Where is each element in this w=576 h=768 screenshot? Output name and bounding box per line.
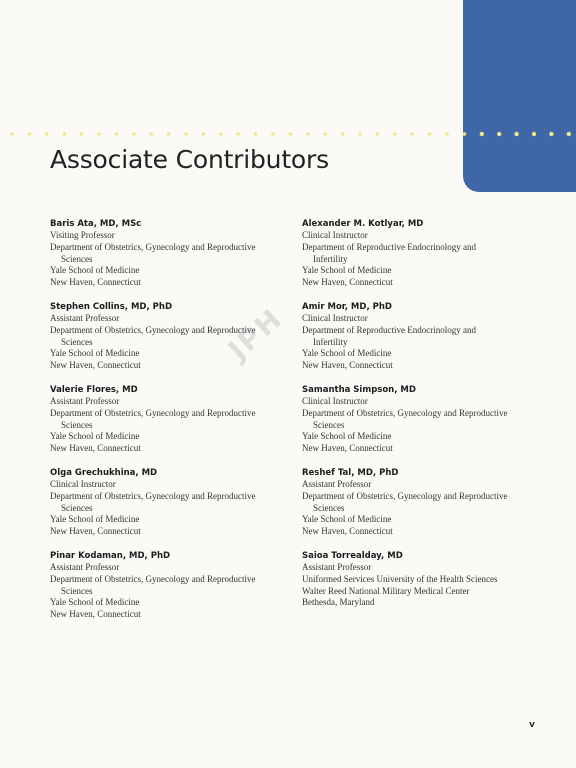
contributor-affiliation-line: Sciences — [61, 253, 93, 264]
contributor-affiliation-line: Department of Obstetrics, Gynecology and Reproductive — [50, 490, 256, 501]
contributor-affiliation-line: Assistant Professor — [302, 562, 372, 572]
contributor-name: Alexander M. Kotlyar, MD — [302, 219, 424, 229]
divider-dot — [445, 132, 449, 136]
divider-dot — [410, 132, 414, 136]
divider-dot — [132, 132, 136, 136]
contributor-affiliation-line: Sciences — [61, 419, 93, 430]
contributor-affiliation-line: Yale School of Medicine — [302, 265, 392, 276]
divider-dot — [497, 132, 501, 136]
contributor-affiliation-line: Clinical Instructor — [50, 479, 116, 489]
page-number: v — [529, 720, 535, 730]
contributor-affiliation-line: Sciences — [61, 336, 93, 347]
contributor-entry — [302, 551, 542, 634]
contributor-affiliation-line: New Haven, Connecticut — [50, 526, 141, 537]
contributor-affiliation-line: Yale School of Medicine — [302, 431, 392, 442]
divider-dot — [80, 132, 84, 136]
contributor-affiliation-line: Department of Reproductive Endocrinology and — [302, 324, 476, 335]
divider-dot — [202, 132, 206, 136]
page-title: Associate Contributors — [50, 145, 329, 174]
divider-dot — [514, 132, 518, 136]
contributor-affiliation-line: Yale School of Medicine — [50, 514, 140, 525]
divider-dot — [97, 132, 101, 136]
divider-dot — [428, 132, 432, 136]
contributor-name: Samantha Simpson, MD — [302, 385, 416, 395]
contributor-affiliation-line: Sciences — [61, 502, 93, 513]
contributor-column-left — [50, 219, 290, 634]
contributor-entry — [302, 385, 542, 468]
dot-divider — [0, 130, 576, 138]
contributor-affiliation-line: Clinical Instructor — [302, 230, 368, 240]
divider-dot — [28, 132, 32, 136]
contributor-affiliation-line: Yale School of Medicine — [302, 348, 392, 359]
contributor-affiliation-line: Yale School of Medicine — [50, 265, 140, 276]
contributor-entry — [302, 468, 542, 551]
contributor-name: Pinar Kodaman, MD, PhD — [50, 551, 171, 561]
corner-tab — [463, 0, 576, 192]
contributor-affiliation-line: New Haven, Connecticut — [50, 609, 141, 620]
contributor-entry — [50, 468, 290, 551]
divider-dot — [10, 132, 14, 136]
divider-dot — [341, 132, 345, 136]
contributor-affiliation-line: Department of Reproductive Endocrinology and — [302, 241, 476, 252]
divider-dot — [289, 132, 293, 136]
contributor-entry — [50, 219, 290, 302]
divider-dot — [376, 132, 380, 136]
divider-dot — [236, 132, 240, 136]
contributor-affiliation-line: Assistant Professor — [302, 479, 372, 489]
divider-dot — [463, 132, 467, 136]
divider-dot — [45, 132, 49, 136]
contributor-affiliation-line: New Haven, Connecticut — [302, 360, 393, 371]
contributor-entry — [302, 302, 542, 385]
contributor-affiliation-line: New Haven, Connecticut — [302, 526, 393, 537]
contributor-name: Olga Grechukhina, MD — [50, 468, 158, 478]
contributor-affiliation-line: Clinical Instructor — [302, 313, 368, 323]
contributor-name: Amir Mor, MD, PhD — [302, 302, 392, 312]
contributor-affiliation-line: Department of Obstetrics, Gynecology and Reproductive — [50, 241, 256, 252]
contributor-name: Reshef Tal, MD, PhD — [302, 468, 399, 478]
divider-dot — [219, 132, 223, 136]
contributor-affiliation-line: Yale School of Medicine — [50, 348, 140, 359]
contributor-affiliation-line: Sciences — [313, 419, 345, 430]
divider-dot — [393, 132, 397, 136]
contributor-affiliation-line: New Haven, Connecticut — [302, 277, 393, 288]
divider-dot — [567, 132, 571, 136]
contributor-name: Valerie Flores, MD — [50, 385, 138, 395]
contributor-affiliation-line: Assistant Professor — [50, 562, 120, 572]
contributor-affiliation-line: Assistant Professor — [50, 313, 120, 323]
divider-dot — [549, 132, 553, 136]
contributor-entry — [50, 385, 290, 468]
contributor-affiliation-line: Yale School of Medicine — [50, 597, 140, 608]
contributor-entry — [50, 551, 290, 634]
contributor-column-right — [302, 219, 542, 634]
contributor-affiliation-line: Yale School of Medicine — [302, 514, 392, 525]
divider-dot — [62, 132, 66, 136]
contributor-affiliation-line: Visiting Professor — [50, 230, 115, 240]
contributor-name: Stephen Collins, MD, PhD — [50, 302, 173, 312]
contributor-affiliation-line: Department of Obstetrics, Gynecology and Reproductive — [50, 324, 256, 335]
divider-dot — [115, 132, 119, 136]
divider-dot — [254, 132, 258, 136]
divider-dot — [167, 132, 171, 136]
contributor-affiliation-line: Department of Obstetrics, Gynecology and Reproductive — [302, 407, 508, 418]
contributor-affiliation-line: Uniformed Services University of the Health Sciences — [302, 573, 498, 584]
contributor-entry — [302, 219, 542, 302]
watermark: JPH — [222, 301, 289, 367]
contributor-affiliation-line: Department of Obstetrics, Gynecology and Reproductive — [50, 573, 256, 584]
divider-dot — [306, 132, 310, 136]
contributor-name: Baris Ata, MD, MSc — [50, 219, 142, 229]
contributor-affiliation-line: Department of Obstetrics, Gynecology and Reproductive — [50, 407, 256, 418]
contributor-affiliation-line: Assistant Professor — [50, 396, 120, 406]
contributor-affiliation-line: Infertility — [313, 253, 348, 264]
contributor-affiliation-line: New Haven, Connecticut — [50, 277, 141, 288]
divider-dot — [480, 132, 484, 136]
divider-dot — [271, 132, 275, 136]
contributor-affiliation-line: New Haven, Connecticut — [302, 443, 393, 454]
contributor-name: Saioa Torrealday, MD — [302, 551, 403, 561]
contributor-affiliation-line: Sciences — [313, 502, 345, 513]
divider-dot — [532, 132, 536, 136]
contributor-affiliation-line: Clinical Instructor — [302, 396, 368, 406]
contributor-affiliation-line: Bethesda, Maryland — [302, 597, 375, 608]
contributor-affiliation-line: Sciences — [61, 585, 93, 596]
contributor-affiliation-line: Yale School of Medicine — [50, 431, 140, 442]
contributor-affiliation-line: New Haven, Connecticut — [50, 360, 141, 371]
divider-dot — [358, 132, 362, 136]
contributor-affiliation-line: Department of Obstetrics, Gynecology and Reproductive — [302, 490, 508, 501]
divider-dot — [149, 132, 153, 136]
contributor-affiliation-line: Walter Reed National Military Medical Center — [302, 585, 470, 596]
contributor-affiliation-line: Infertility — [313, 336, 348, 347]
divider-dot — [184, 132, 188, 136]
divider-dot — [323, 132, 327, 136]
contributor-affiliation-line: New Haven, Connecticut — [50, 443, 141, 454]
